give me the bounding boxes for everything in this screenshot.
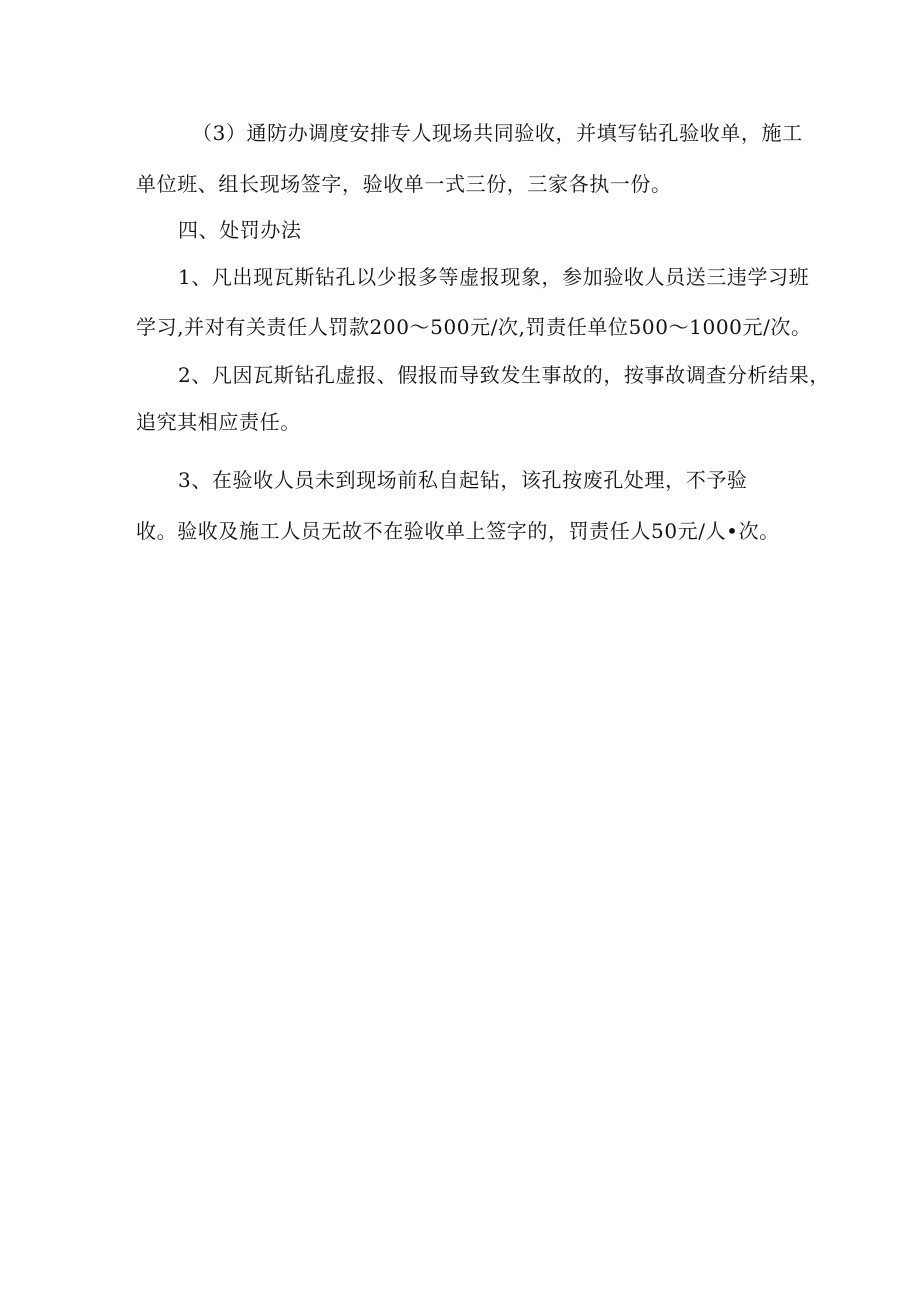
section-heading: 四、处罚办法	[178, 218, 302, 242]
paragraph-3-line-2: 单位班、组长现场签字，验收单一式三份，三家各执一份。	[136, 172, 672, 196]
item-1-line-2: 学习,并对有关责任人罚款200～500元/次,罚责任单位500～1000元/次。	[136, 315, 812, 339]
item-3-line-2: 收。验收及施工人员无故不在验收单上签字的，罚责任人50元/人•次。	[136, 519, 780, 543]
item-2-line-1: 2、凡因瓦斯钻孔虚报、假报而导致发生事故的，按事故调查分析结果，	[178, 363, 830, 387]
item-3-line-1: 3、在验收人员未到现场前私自起钻，该孔按废孔处理，不予验	[178, 468, 748, 492]
item-1-line-1: 1、凡出现瓦斯钻孔以少报多等虚报现象，参加验收人员送三违学习班	[178, 265, 810, 289]
item-2-line-2: 追究其相应责任。	[136, 410, 301, 434]
paragraph-3-line-1: （3）通防办调度安排专人现场共同验收，并填写钻孔验收单，施工	[192, 121, 803, 145]
